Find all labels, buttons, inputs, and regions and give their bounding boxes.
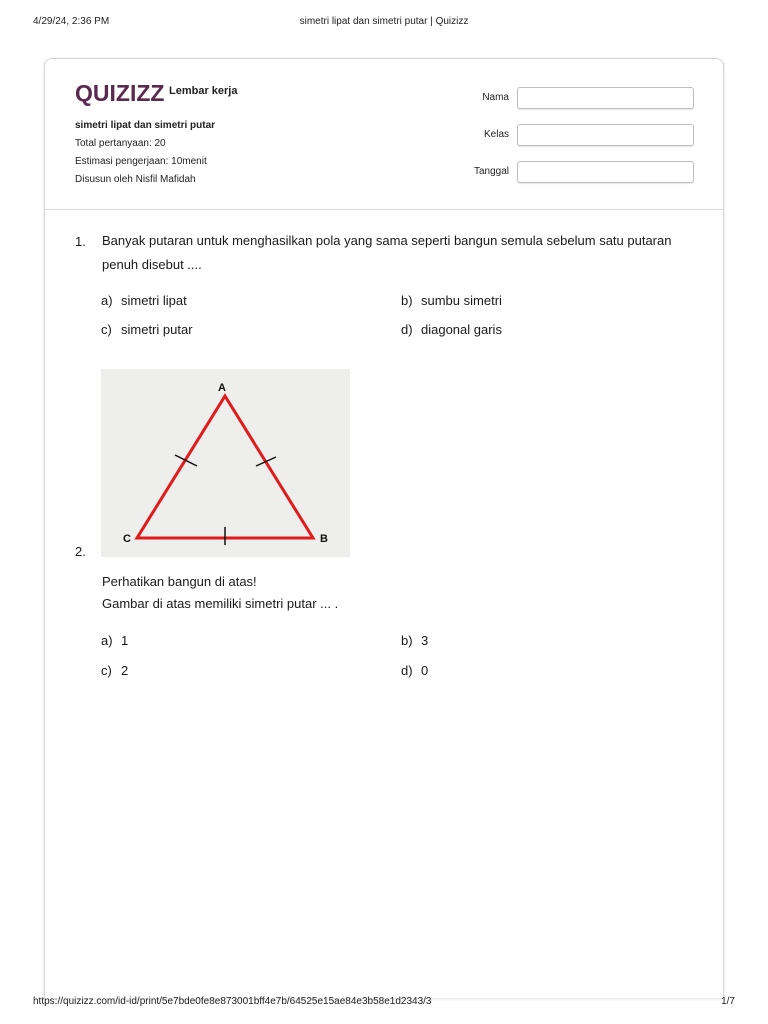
time-estimate: Estimasi pengerjaan: 10menit: [75, 156, 207, 167]
option-text: 2: [121, 663, 129, 678]
quizizz-logo: [75, 79, 165, 107]
option-text: simetri lipat: [121, 293, 187, 308]
question-number: 2.: [75, 544, 86, 559]
name-label: Nama: [482, 92, 509, 103]
option-b: [401, 633, 428, 648]
option-key: d): [401, 322, 413, 337]
triangle-shape: [137, 396, 313, 538]
option-d: [401, 663, 428, 678]
class-label: Kelas: [483, 129, 509, 140]
option-key: b): [401, 293, 413, 308]
print-doc-title: simetri lipat dan simetri putar | Quizizz: [299, 16, 469, 27]
triangle-figure: [101, 369, 350, 557]
option-key: b): [401, 633, 413, 648]
option-text: 0: [421, 663, 429, 678]
print-footer: [0, 996, 768, 1010]
question-text: Banyak putaran untuk menghasilkan pola yang sama seperti bangun semula sebelum satu putaran penuh disebut ....: [102, 233, 672, 272]
vertex-label-b: B: [320, 533, 328, 545]
option-key: a): [101, 293, 113, 308]
option-b: [401, 293, 502, 308]
option-key: a): [101, 633, 113, 648]
option-text: simetri putar: [121, 322, 193, 337]
option-text: diagonal garis: [421, 322, 502, 337]
option-c: [101, 322, 193, 337]
option-key: d): [401, 663, 413, 678]
svg-text:QUIZIZZ: QUIZIZZ: [75, 80, 165, 106]
print-header: [0, 16, 768, 30]
option-text: sumbu simetri: [421, 293, 502, 308]
print-datetime: 4/29/24, 2:36 PM: [33, 16, 110, 27]
date-label: Tanggal: [473, 166, 509, 177]
sheet-type-label: Lembar kerja: [169, 85, 238, 97]
option-c: [101, 663, 128, 678]
vertex-label-c: C: [123, 533, 131, 545]
question-number: 1.: [75, 234, 86, 249]
quiz-title: simetri lipat dan simetri putar: [75, 120, 216, 131]
option-key: c): [101, 663, 112, 678]
author-credit: Disusun oleh Nisfil Mafidah: [75, 174, 196, 185]
vertex-label-a: A: [218, 382, 226, 394]
option-text: 3: [421, 633, 429, 648]
option-d: [401, 322, 502, 337]
worksheet-header: [45, 59, 723, 210]
page-number: 1/7: [721, 996, 735, 1007]
total-questions: Total pertanyaan: 20: [75, 138, 166, 149]
option-a: [101, 293, 187, 308]
date-field[interactable]: [517, 161, 694, 183]
option-text: 1: [121, 633, 129, 648]
print-url: https://quizizz.com/id-id/print/5e7bde0fe8e873001bff4e7b/64525e15ae84e3b58e1d2343/3: [33, 996, 432, 1007]
name-field[interactable]: [517, 87, 694, 109]
class-field[interactable]: [517, 124, 694, 146]
option-a: [101, 633, 128, 648]
question-text-line2: Gambar di atas memiliki simetri putar ... .: [102, 596, 339, 611]
question-text-line1: Perhatikan bangun di atas!: [102, 574, 257, 589]
option-key: c): [101, 322, 112, 337]
